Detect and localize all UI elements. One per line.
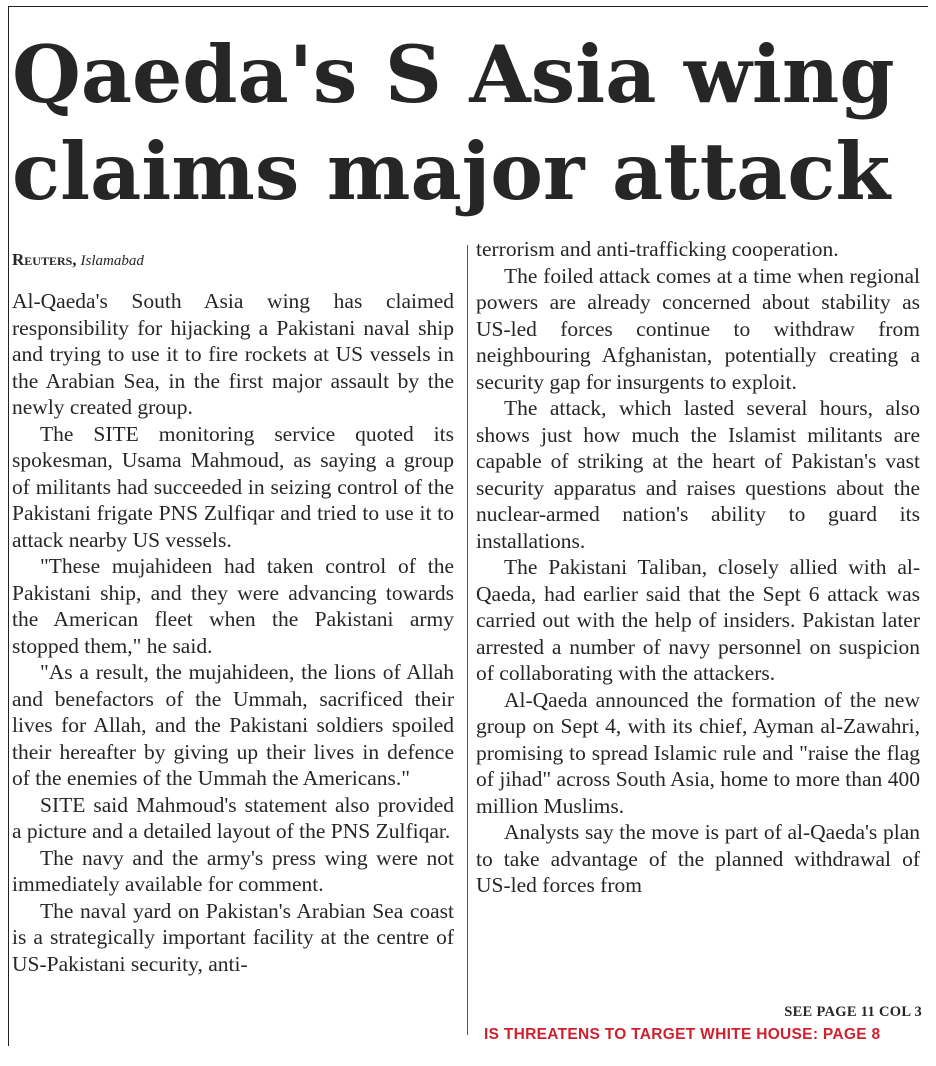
paragraph: The Pakistani Taliban, closely allied with al-Qaeda, had earlier said that the Sept 6 attack was carried out with the help of insiders. Pakistan later arrested a number of navy personnel on suspicion of collaborating with the attackers. xyxy=(476,555,920,685)
paragraph: The foiled attack comes at a time when regional powers are already concerned about stability as US-led forces continue to withdraw from neighbouring Afghanistan, potentially creating a security gap for insurgents to exploit. xyxy=(476,263,920,394)
paragraph: SITE said Mahmoud's statement also provided a picture and a detailed layout of the PNS Zulfiqar. xyxy=(12,792,454,843)
headline-line-2: claims major attack xyxy=(12,125,891,218)
paragraph-continuation: terrorism and anti-trafficking cooperation. xyxy=(476,237,839,261)
jump-line: SEE PAGE 11 COL 3 xyxy=(784,1004,922,1020)
teaser-line: IS THREATENS TO TARGET WHITE HOUSE: PAGE 8 xyxy=(484,1026,881,1043)
paragraph: The naval yard on Pakistan's Arabian Sea coast is a strategically important facility at the centre of US-Pakistani security, anti- xyxy=(12,898,454,976)
byline xyxy=(12,250,144,270)
paragraph: "These mujahideen had taken control of the Pakistani ship, and they were advancing towards the American fleet when the Pakistani army stopped them," he said. xyxy=(12,554,454,658)
paragraph: Al-Qaeda announced the formation of the new group on Sept 4, with its chief, Ayman al-Zawahri, promising to spread Islamic rule and "raise the flag of jihad" across South Asia, home to more than 400 million Muslims. xyxy=(476,687,920,818)
paragraph: Al-Qaeda's South Asia wing has claimed responsibility for hijacking a Pakistani naval ship and trying to use it to fire rockets at US vessels in the Arabian Sea, in the first major assault by the newly created group. xyxy=(12,289,454,419)
right-column xyxy=(476,236,920,899)
byline-agency: Reuters, xyxy=(12,250,77,269)
left-column xyxy=(12,288,454,977)
headline-line-1: Qaeda's S Asia wing xyxy=(12,28,895,121)
paragraph: The attack, which lasted several hours, also shows just how much the Islamist militants are capable of striking at the heart of Pakistan's vast security apparatus and raises questions about the nuclear-armed nation's ability to guard its installations. xyxy=(476,396,920,553)
byline-place: Islamabad xyxy=(80,253,144,269)
headline xyxy=(12,26,912,220)
paragraph: The navy and the army's press wing were not immediately available for comment. xyxy=(12,845,454,896)
paragraph: The SITE monitoring service quoted its spokesman, Usama Mahmoud, as saying a group of militants had succeeded in seizing control of the Pakistani frigate PNS Zulfiqar and tried to use it to attack nearby US vessels. xyxy=(12,421,454,552)
paragraph: Analysts say the move is part of al-Qaeda's plan to take advantage of the planned withdrawal of US-led forces from xyxy=(476,820,920,897)
column-rule xyxy=(467,245,468,1035)
paragraph: "As a result, the mujahideen, the lions of Allah and benefactors of the Ummah, sacrificed their lives for Allah, and the Pakistani soldiers spoiled their hereafter by giving up their lives in defence of the enemies of the Ummah the Americans." xyxy=(12,660,454,790)
